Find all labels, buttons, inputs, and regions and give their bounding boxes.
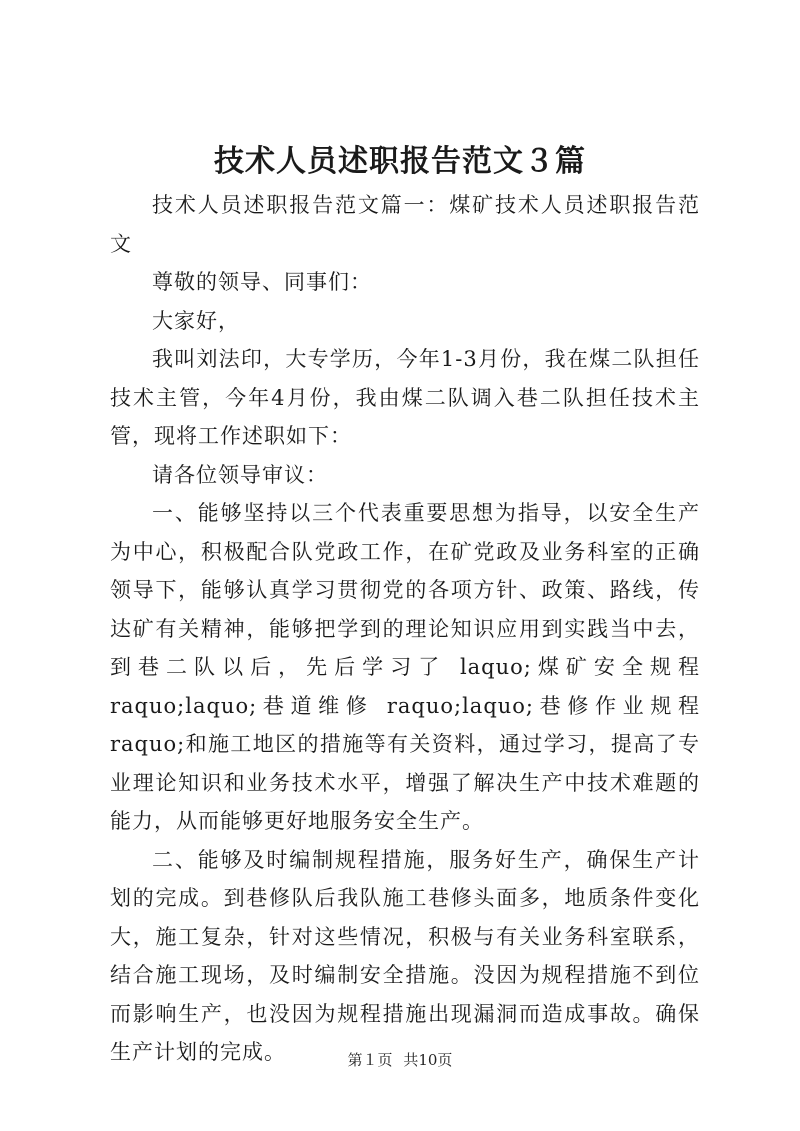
- paragraph-request: 请各位领导审议：: [152, 462, 328, 487]
- page-total: 共10页: [403, 1051, 453, 1069]
- paragraph-introduction: 我叫刘法印，大专学历，今年1-3月份，我在煤二队担任技术主管，今年4月份，我由煤二队调入巷二队担任技术主管，现将工作述职如下：: [110, 347, 700, 448]
- document-body: [110, 186, 700, 1072]
- paragraph-salutation: 尊敬的领导、同事们：: [152, 270, 372, 294]
- document-title: 技术人员述职报告范文３篇: [214, 144, 586, 179]
- page-number: 第１页: [347, 1051, 393, 1069]
- paragraph-heading: 技术人员述职报告范文篇一：煤矿技术人员述职报告范文: [110, 193, 700, 256]
- paragraph-point-two: 二、能够及时编制规程措施，服务好生产，确保生产计划的完成。到巷修队后我队施工巷修头面多，地质条件变化大，施工复杂，针对这些情况，积极与有关业务科室联系，结合施工现场，及时编制安全措施。没因为规程措施不到位而影响生产，也没因为规程措施出现漏洞而造成事故。确保生产计划的完成。: [110, 847, 700, 1064]
- paragraph-greeting: 大家好，: [152, 308, 240, 333]
- page-footer: [0, 1050, 800, 1070]
- paragraph-point-one: 一、能够坚持以三个代表重要思想为指导，以安全生产为中心，积极配合队党政工作，在矿党政及业务科室的正确领导下，能够认真学习贯彻党的各项方针、政策、路线，传达矿有关精神，能够把学到的理论知识应用到实践当中去，到巷二队以后，先后学习了 laquo;煤矿安全规程 raquo;laquo;巷道维修 raquo;laquo;巷修作业规程 raquo;和施工地区的措施等有关资料，通过学习，提高了专业理论知识和业务技术水平，增强了解决生产中技术难题的能力，从而能够更好地服务安全生产。: [110, 501, 700, 833]
